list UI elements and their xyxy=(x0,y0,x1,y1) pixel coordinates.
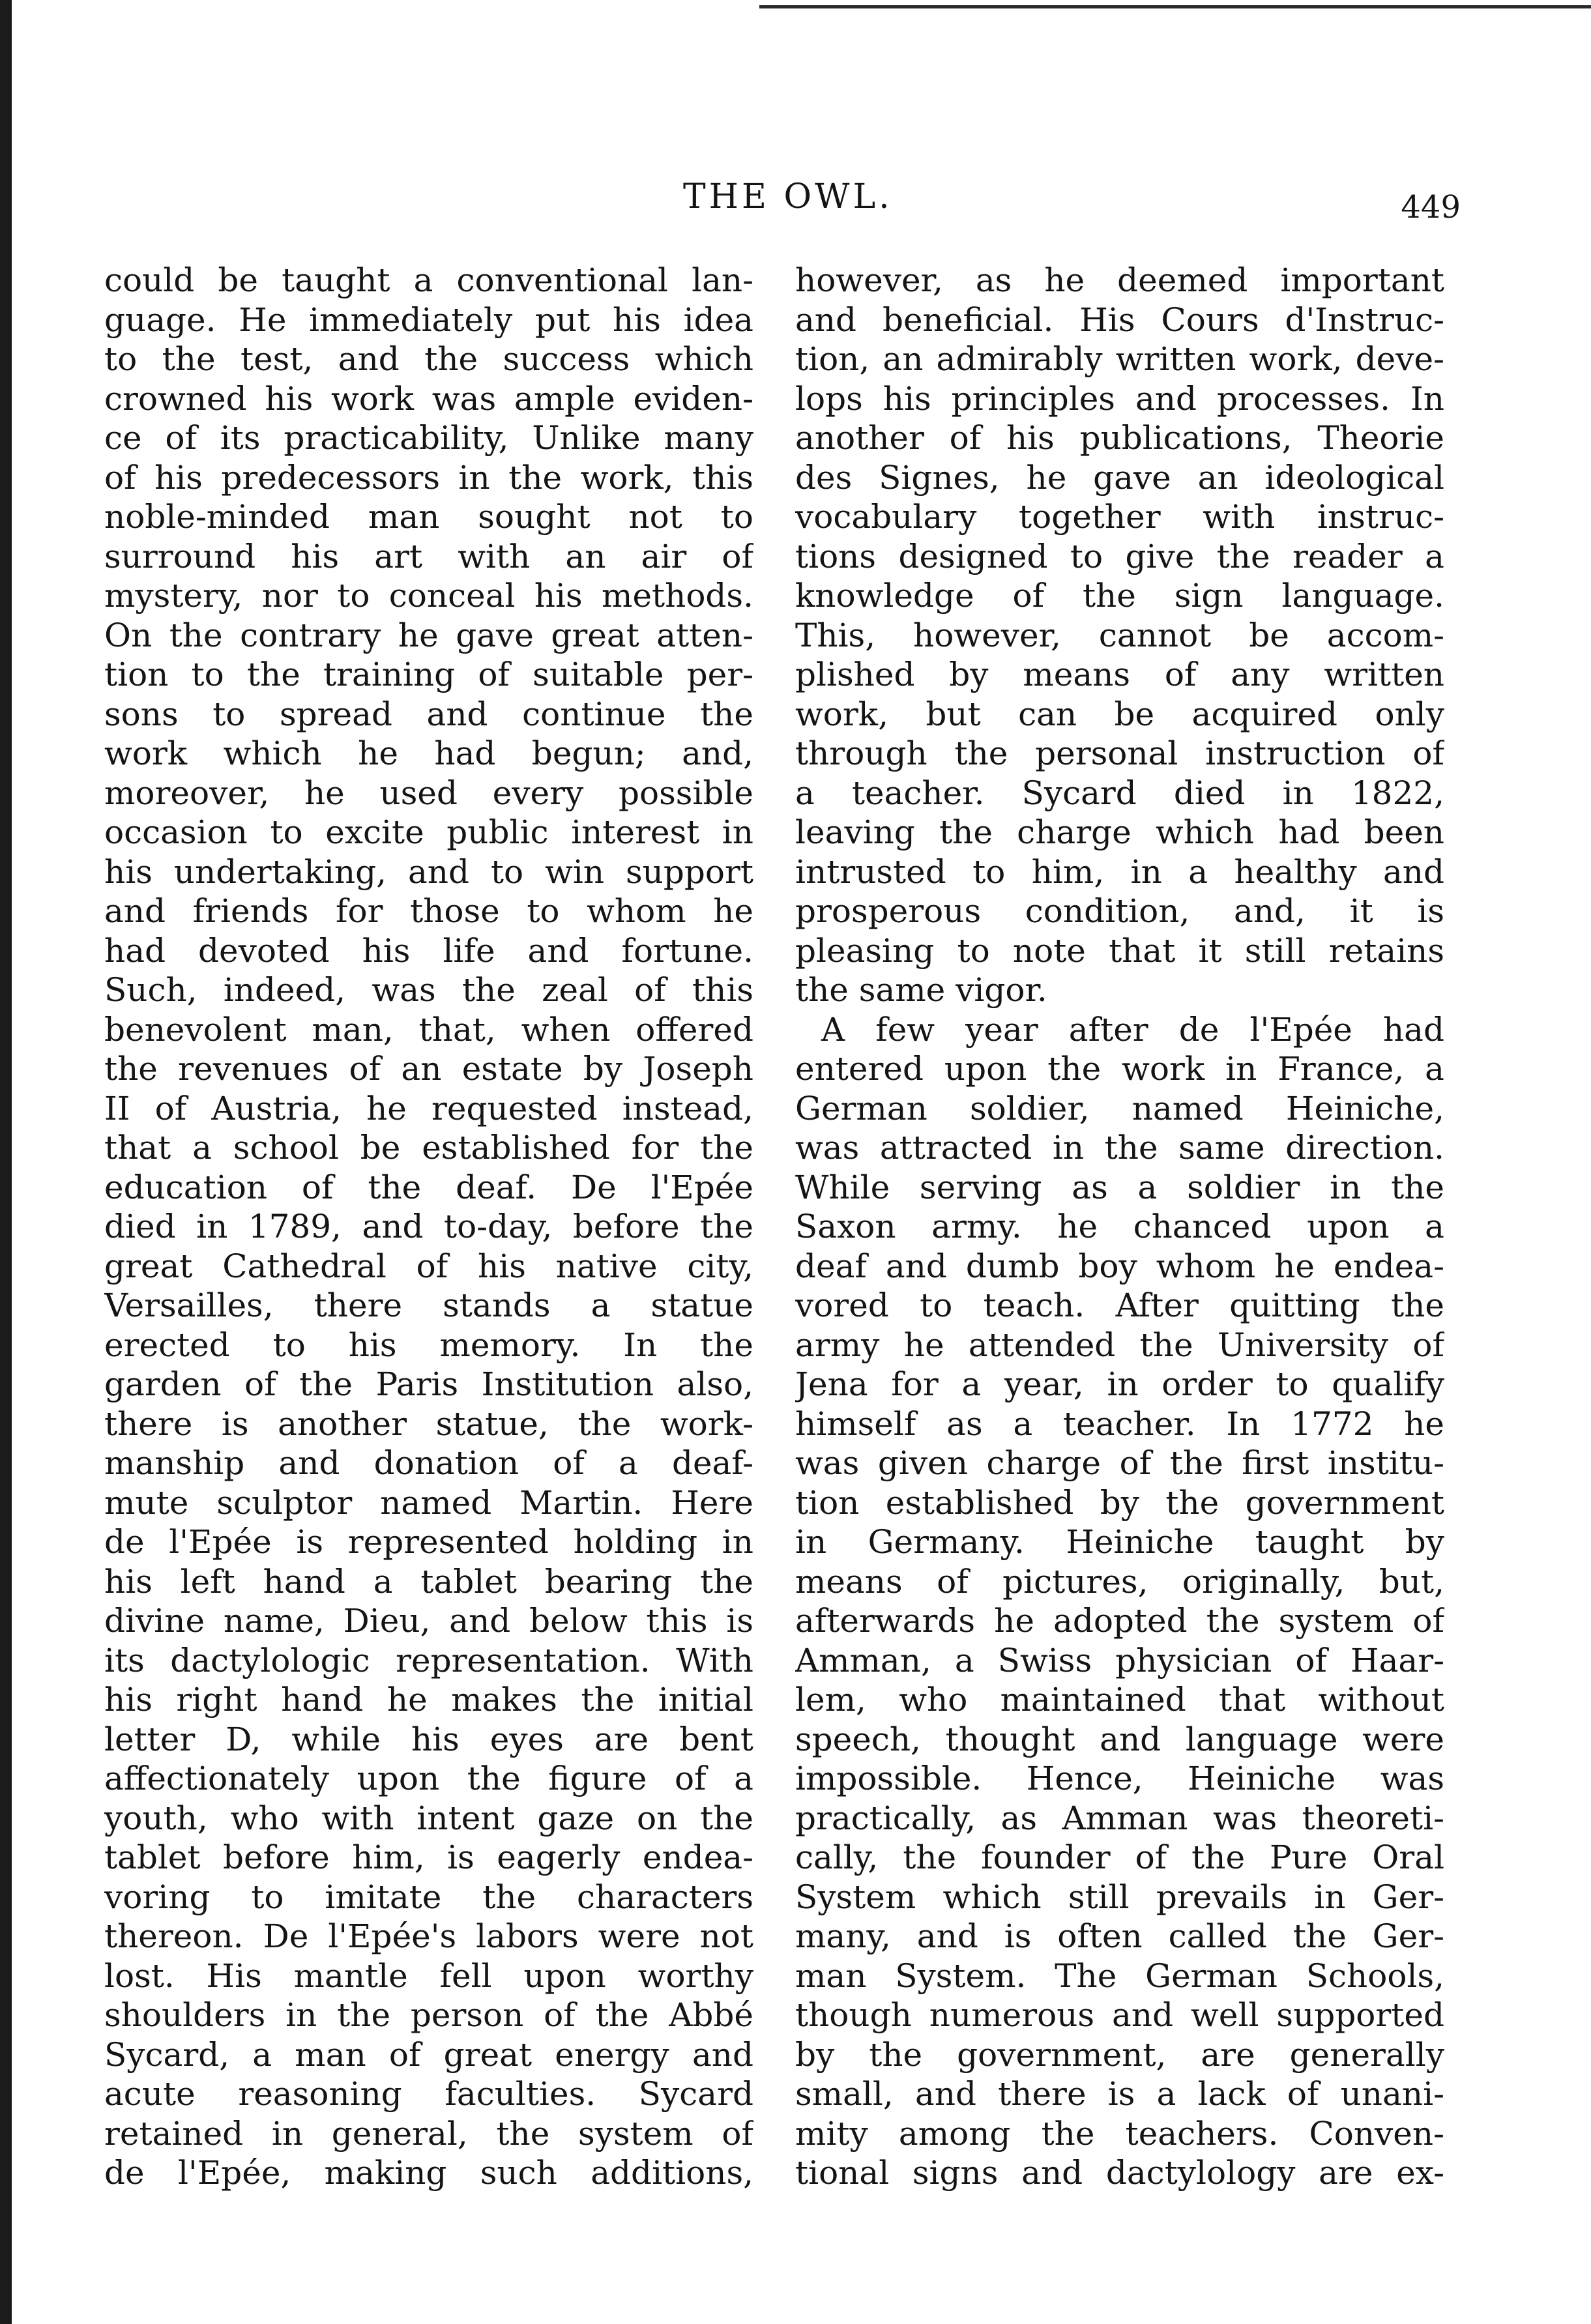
text-line: crowned his work was ample eviden- xyxy=(104,379,753,418)
text-line: plished by means of any written xyxy=(795,656,1444,693)
text-line: Amman, a Swiss physician of Haar- xyxy=(795,1641,1444,1679)
text-line: afterwards he adopted the system of xyxy=(795,1602,1444,1640)
text-line: moreover, he used every possible xyxy=(104,774,753,812)
text-line: benevolent man, that, when offered xyxy=(104,1010,753,1049)
text-line: acute reasoning faculties. Sycard xyxy=(104,2075,753,2113)
text-line: mity among the teachers. Conven- xyxy=(795,2114,1444,2153)
text-line: letter D, while his eyes are bent xyxy=(104,1720,753,1758)
text-line: surround his art with an air of xyxy=(104,537,753,575)
text-line: Saxon army. he chanced upon a xyxy=(795,1208,1444,1245)
text-line: tion, an admirably written work, deve- xyxy=(795,340,1444,378)
text-line: another of his publications, Theorie xyxy=(795,419,1444,457)
text-line: work which he had begun; and, xyxy=(104,734,753,772)
text-line: vocabulary together with instruc- xyxy=(795,498,1444,536)
text-line: retained in general, the system of xyxy=(104,2114,753,2153)
text-line: On the contrary he gave great atten- xyxy=(104,616,753,654)
text-line: small, and there is a lack of unani- xyxy=(795,2075,1444,2113)
text-line: Jena for a year, in order to qualify xyxy=(795,1365,1444,1403)
text-line: de l'Epée, making such additions, xyxy=(104,2154,753,2192)
text-line: through the personal instruction of xyxy=(795,734,1444,772)
text-line: pleasing to note that it still retains xyxy=(795,931,1444,970)
text-line: noble-minded man sought not to xyxy=(104,498,753,536)
text-line: the revenues of an estate by Joseph xyxy=(104,1050,753,1088)
text-line: ce of its practicability, Unlike many xyxy=(104,419,753,457)
text-line: This, however, cannot be accom- xyxy=(795,616,1444,654)
text-line: lem, who maintained that without xyxy=(795,1681,1444,1719)
text-line: A few year after de l'Epée had xyxy=(821,1010,1444,1049)
text-line: impossible. Hence, Heiniche was xyxy=(795,1760,1444,1797)
text-line: work, but can be acquired only xyxy=(795,695,1444,733)
text-line: however, as he deemed important xyxy=(795,261,1444,299)
text-line: Such, indeed, was the zeal of this xyxy=(104,971,753,1009)
text-line: was attracted in the same direction. xyxy=(795,1129,1444,1167)
text-line: shoulders in the person of the Abbé xyxy=(104,1996,753,2034)
text-line: in Germany. Heiniche taught by xyxy=(795,1523,1444,1561)
text-line: garden of the Paris Institution also, xyxy=(104,1365,753,1403)
text-line: thereon. De l'Epée's labors were not xyxy=(104,1917,753,1955)
text-line: its dactylologic representation. With xyxy=(104,1641,753,1679)
text-line: divine name, Dieu, and below this is xyxy=(104,1602,753,1640)
text-line: tion established by the government xyxy=(795,1483,1444,1522)
text-line: lost. His mantle fell upon worthy xyxy=(104,1956,753,1995)
text-line: Versailles, there stands a statue xyxy=(104,1286,753,1324)
text-line: his right hand he makes the initial xyxy=(104,1681,753,1719)
text-line: the same vigor. xyxy=(795,971,1047,1009)
text-line: mute sculptor named Martin. Here xyxy=(104,1483,753,1522)
text-line: was given charge of the first institu- xyxy=(795,1444,1444,1482)
text-line: though numerous and well supported xyxy=(795,1996,1444,2034)
text-line: many, and is often called the Ger- xyxy=(795,1917,1444,1955)
text-line: speech, thought and language were xyxy=(795,1720,1444,1758)
text-line: could be taught a conventional lan- xyxy=(104,261,753,299)
text-line: affectionately upon the figure of a xyxy=(104,1760,753,1797)
text-line: vored to teach. After quitting the xyxy=(795,1286,1444,1324)
text-line: his undertaking, and to win support xyxy=(104,852,753,891)
text-line: his left hand a tablet bearing the xyxy=(104,1562,753,1601)
text-line: manship and donation of a deaf- xyxy=(104,1444,753,1482)
text-line: youth, who with intent gaze on the xyxy=(104,1799,753,1837)
text-line: army he attended the University of xyxy=(795,1326,1444,1364)
text-line: of his predecessors in the work, this xyxy=(104,458,753,497)
running-title: THE OWL. xyxy=(683,177,893,216)
text-line: died in 1789, and to-day, before the xyxy=(104,1208,753,1245)
page-number: 449 xyxy=(1401,189,1461,225)
page-header xyxy=(0,177,1591,229)
text-line: Sycard, a man of great energy and xyxy=(104,2035,753,2074)
text-line: intrusted to him, in a healthy and xyxy=(795,852,1444,891)
text-column-right xyxy=(795,261,1444,2193)
text-line: lops his principles and processes. In xyxy=(795,379,1444,418)
text-line: education of the deaf. De l'Epée xyxy=(104,1168,753,1206)
text-line: to the test, and the success which xyxy=(104,340,753,378)
text-line: occasion to excite public interest in xyxy=(104,813,753,851)
text-line: himself as a teacher. In 1772 he xyxy=(795,1404,1444,1443)
text-line: by the government, are generally xyxy=(795,2035,1444,2074)
text-line: entered upon the work in France, a xyxy=(795,1050,1444,1088)
text-line: means of pictures, originally, but, xyxy=(795,1562,1444,1601)
text-line: des Signes, he gave an ideological xyxy=(795,458,1444,497)
text-line: II of Austria, he requested instead, xyxy=(104,1089,753,1127)
text-line: prosperous condition, and, it is xyxy=(795,892,1444,930)
text-line: tion to the training of suitable per- xyxy=(104,656,753,693)
text-line: great Cathedral of his native city, xyxy=(104,1247,753,1285)
text-line: knowledge of the sign language. xyxy=(795,577,1444,615)
text-line: practically, as Amman was theoreti- xyxy=(795,1799,1444,1837)
text-line: man System. The German Schools, xyxy=(795,1956,1444,1995)
text-line: a teacher. Sycard died in 1822, xyxy=(795,774,1444,812)
page-edge-shadow xyxy=(0,0,12,2324)
text-line: While serving as a soldier in the xyxy=(795,1168,1444,1206)
text-line: voring to imitate the characters xyxy=(104,1878,753,1916)
text-line: sons to spread and continue the xyxy=(104,695,753,733)
text-line: and beneficial. His Cours d'Instruc- xyxy=(795,300,1444,339)
text-line: and friends for those to whom he xyxy=(104,892,753,930)
text-line: guage. He immediately put his idea xyxy=(104,300,753,339)
text-line: de l'Epée is represented holding in xyxy=(104,1523,753,1561)
text-line: System which still prevails in Ger- xyxy=(795,1878,1444,1916)
text-line: deaf and dumb boy whom he endea- xyxy=(795,1247,1444,1285)
text-line: there is another statue, the work- xyxy=(104,1404,753,1443)
text-line: tablet before him, is eagerly endea- xyxy=(104,1838,753,1876)
text-column-left xyxy=(104,261,753,2193)
text-line: erected to his memory. In the xyxy=(104,1326,753,1364)
text-line: German soldier, named Heiniche, xyxy=(795,1089,1444,1127)
text-line: leaving the charge which had been xyxy=(795,813,1444,851)
text-line: mystery, nor to conceal his methods. xyxy=(104,577,753,615)
text-line: that a school be established for the xyxy=(104,1129,753,1167)
text-line: tions designed to give the reader a xyxy=(795,537,1444,575)
text-line: tional signs and dactylology are ex- xyxy=(795,2154,1444,2192)
text-line: cally, the founder of the Pure Oral xyxy=(795,1838,1444,1876)
top-rule xyxy=(759,5,1591,8)
text-line: had devoted his life and fortune. xyxy=(104,931,753,970)
